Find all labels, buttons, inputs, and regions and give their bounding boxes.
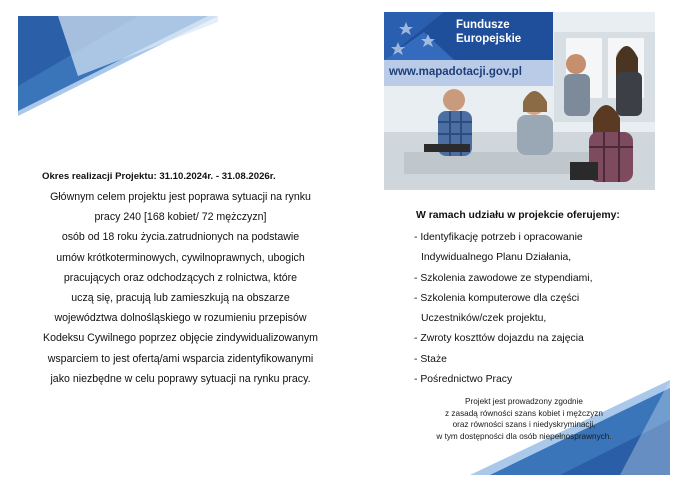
decorative-corner-graphic <box>18 16 218 116</box>
project-goal-text <box>18 187 343 389</box>
offer-item: - Staże <box>414 353 447 365</box>
eu-logo-line: Fundusze <box>456 19 510 31</box>
goal-line: pracy 240 [168 kobiet/ 72 mężczyzn] <box>94 211 267 224</box>
goal-line: pracujących oraz odchodzących z rolnictwa, które <box>63 271 298 284</box>
equality-note <box>413 396 635 442</box>
offer-list <box>414 228 592 390</box>
offer-item: Uczestników/czek projektu, <box>421 313 547 325</box>
note-line: oraz równości szans i niedyskryminacji, <box>452 420 596 430</box>
offer-item: - Szkolenia zawodowe ze stypendiami, <box>414 272 593 284</box>
goal-line: wsparciem to jest ofertą/ami wsparcia zidentyfikowanymi <box>47 352 314 365</box>
offer-item: - Pośrednictwo Pracy <box>414 374 513 386</box>
project-period: Okres realizacji Projektu: 31.10.2024r. - 31.08.2026r. <box>42 171 276 182</box>
goal-line: uczą się, pracują lub zamieszkują na obszarze <box>71 292 290 305</box>
eu-logo-text <box>456 18 521 46</box>
offer-item: - Zwroty koszttów dojazdu na zajęcia <box>414 333 584 345</box>
offer-heading: W ramach udziału w projekcie oferujemy: <box>416 210 620 221</box>
goal-line: Kodeksu Cywilnego poprzez objęcie zindywidualizowanym <box>43 332 318 345</box>
eu-funds-logo <box>384 12 553 60</box>
note-line: Projekt jest prowadzony zgodnie <box>465 397 583 406</box>
goal-line: umów krótkoterminowych, cywilnoprawnych, ubogich <box>56 251 305 264</box>
offer-item: - Szkolenia komputerowe dla części <box>414 292 580 304</box>
goal-line: Głównym celem projektu jest poprawa sytuacji na rynku <box>50 191 311 203</box>
eu-logo-line: Europejskie <box>456 33 522 45</box>
note-line: w tym dostępności dla osób niepełnosprawnych. <box>436 431 612 441</box>
goal-line: jako niezbędne w celu poprawy sytuacji na rynku pracy. <box>50 372 311 385</box>
goal-line: województwa dolnośląskiego w rozumieniu przepisów <box>54 312 307 325</box>
goal-line: osób od 18 roku życia.zatrudnionych na podstawie <box>61 231 300 244</box>
note-line: z zasadą równości szans kobiet i mężczyzn <box>445 408 603 418</box>
offer-item: - Identyfikację potrzeb i opracowanie <box>414 232 583 243</box>
website-url: www.mapadotacji.gov.pl <box>389 66 522 78</box>
offer-item: Indywidualnego Planu Działania, <box>421 252 572 264</box>
